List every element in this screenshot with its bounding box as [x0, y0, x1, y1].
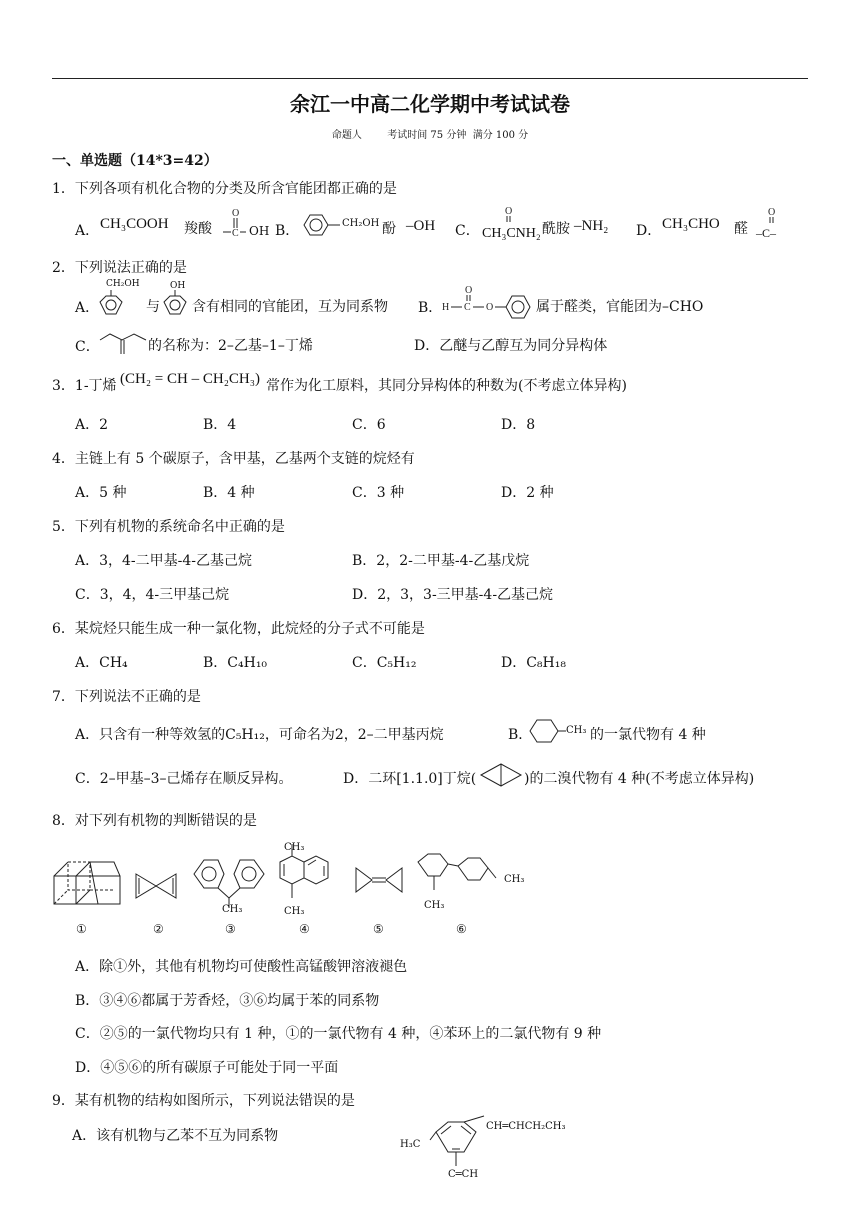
q1-a-formula: CH₃COOH	[100, 216, 169, 232]
q2-option-b-label: B．	[418, 300, 443, 316]
q5-option-d: D．2，3，3-三甲基-4-乙基己烷	[352, 587, 554, 603]
q9-structure-ring	[424, 1112, 494, 1172]
q1-stem: 1．下列各项有机化合物的分类及所含官能团都正确的是	[52, 181, 397, 197]
phenyl-formate-structure	[440, 283, 540, 323]
q9-stem: 9．某有机物的结构如图所示，下列说法错误的是	[52, 1093, 355, 1109]
q6-option-c: C．C₅H₁₂	[352, 655, 417, 671]
svg-text:O: O	[232, 208, 240, 219]
q7-option-a: A．只含有一种等效氢的C₅H₁₂，可命名为2，2–二甲基丙烷	[75, 727, 444, 743]
q1-option-d-label: D．	[636, 223, 662, 239]
benzyl-alcohol-structure	[296, 210, 346, 240]
q3-stem-b: 常作为化工原料，其同分异构体的种数为(不考虑立体异构)	[266, 378, 627, 394]
q6-option-b: B．C₄H₁₀	[203, 655, 268, 671]
q8-label-6: ⑥	[456, 922, 467, 936]
q3-option-d: D．8	[501, 417, 536, 433]
q1-option-a-label: A．	[75, 223, 100, 239]
q8-option-a: A．除①外，其他有机物均可使酸性高锰酸钾溶液褪色	[75, 959, 408, 975]
svg-text:O: O	[465, 285, 473, 296]
q8-stem: 8．对下列有机物的判断错误的是	[52, 813, 257, 829]
q6-option-d: D．C₈H₁₈	[501, 655, 566, 671]
q5-option-b: B．2，2-二甲基-4-乙基戊烷	[352, 553, 530, 569]
q1-b-group: –OH	[406, 218, 436, 234]
q6-option-a: A．CH₄	[75, 655, 128, 671]
q1-a-class: 羧酸	[184, 221, 212, 237]
q3-option-a: A．2	[75, 417, 109, 433]
carbonyl-o-diagram	[500, 204, 520, 222]
q3-option-b: B．4	[203, 417, 237, 433]
svg-text:O: O	[505, 206, 513, 217]
q4-option-c: C．3 种	[352, 485, 405, 501]
q4-option-b: B．4 种	[203, 485, 255, 501]
q2-stem: 2．下列说法正确的是	[52, 260, 187, 276]
q9-option-a: A．该有机物与乙苯不互为同系物	[72, 1128, 279, 1144]
q1-c-class: 酰胺	[542, 221, 570, 237]
q2-a-text: 含有相同的官能团，互为同系物	[192, 299, 388, 315]
q6-stem: 6．某烷烃只能生成一种一氯化物，此烷烃的分子式不可能是	[52, 621, 425, 637]
q7-option-d-b: )的二溴代物有 4 种(不考虑立体异构)	[524, 771, 755, 787]
q2-option-c-label: C．	[75, 339, 100, 355]
q7-b-sub: CH₃	[566, 725, 587, 736]
q9-sub2: H₃C	[400, 1139, 421, 1150]
q8-label-3: ③	[225, 922, 236, 936]
q8-ch3-c: CH₃	[284, 906, 305, 917]
q8-ch3-b: CH₃	[284, 842, 305, 853]
q1-d-formula: CH₃CHO	[662, 216, 720, 232]
q4-option-d: D．2 种	[501, 485, 554, 501]
q2-c-text: 的名称为：2–乙基–1–丁烯	[148, 338, 313, 354]
q7-option-b-label: B．	[508, 727, 533, 743]
q1-d-class: 醛	[734, 221, 748, 237]
q2-option-d: D．乙醚与乙醇互为同分异构体	[414, 338, 608, 354]
q2-b-text: 属于醛类，官能团为–CHO	[536, 299, 704, 315]
q7-stem: 7．下列说法不正确的是	[52, 689, 201, 705]
bicyclobutane-structure	[478, 762, 524, 788]
q8-option-d: D．④⑤⑥的所有碳原子可能处于同一平面	[75, 1060, 339, 1076]
q2-a-and: 与	[146, 299, 160, 315]
q8-label-2: ②	[153, 922, 164, 936]
q1-b-class: 酚	[382, 221, 396, 237]
q8-ch3-e: CH₃	[504, 874, 525, 885]
q8-label-4: ④	[299, 922, 310, 936]
svg-text:O: O	[486, 302, 494, 313]
q9-sub1: CH═CHCH₂CH₃	[486, 1121, 566, 1132]
q7-option-d-a: D．二环[1.1.0]丁烷(	[343, 771, 477, 787]
benzyl-alcohol-structure-2	[96, 290, 126, 326]
q8-option-c: C．②⑤的一氯代物均只有 1 种，①的一氯代物有 4 种，④苯环上的二氯代物有 9 种	[75, 1026, 602, 1042]
svg-text:C: C	[464, 302, 471, 313]
q3-option-c: C．6	[352, 417, 386, 433]
q1-a-group: OH	[249, 224, 270, 238]
top-rule	[52, 78, 808, 79]
q1-option-c-label: C．	[455, 223, 480, 239]
svg-text:C: C	[232, 228, 239, 239]
q5-option-c: C．3，4，4-三甲基己烷	[75, 587, 230, 603]
bicyclic-diene-structure-2	[132, 870, 184, 902]
q1-c-group: –NH₂	[574, 218, 609, 234]
q7-option-b-text: 的一氯代物有 4 种	[590, 727, 706, 743]
exam-meta: 命题人 考试时间 75 分钟 满分 100 分	[331, 130, 529, 141]
methylcyclohexane-structure	[528, 716, 568, 746]
q1-c-formula: CH₃CNH₂	[482, 226, 541, 241]
bicyclopropylidene-structure-5	[352, 864, 406, 896]
cubane-like-structure-1	[50, 858, 124, 910]
q8-ch3-a: CH₃	[222, 904, 243, 915]
q3-stem-a: 3．1-丁烯	[52, 378, 117, 394]
aldehyde-o-diagram	[766, 206, 786, 222]
q5-option-a: A．3，4-二甲基-4-乙基己烷	[75, 553, 253, 569]
q7-option-c: C．2–甲基–3–己烯存在顺反异构。	[75, 771, 293, 787]
2-ethyl-1-butene-structure	[98, 330, 150, 356]
q8-ch3-d: CH₃	[424, 900, 445, 911]
q2-a-sub1: CH₂OH	[106, 279, 140, 289]
q4-option-a: A．5 种	[75, 485, 127, 501]
svg-text:O: O	[768, 207, 776, 218]
q4-stem: 4．主链上有 5 个碳原子，含甲基，乙基两个支链的烷烃有	[52, 451, 415, 467]
q5-stem: 5．下列有机物的系统命名中正确的是	[52, 519, 285, 535]
q1-d-group: –C–	[756, 226, 777, 240]
q8-option-b: B．③④⑥都属于芳香烃，③⑥均属于苯的同系物	[75, 993, 380, 1009]
q8-label-1: ①	[76, 922, 87, 936]
q8-label-5: ⑤	[373, 922, 384, 936]
q2-option-a-label: A．	[75, 300, 100, 316]
svg-text:H: H	[442, 302, 450, 313]
page-title: 余江一中高二化学期中考试试卷	[290, 92, 570, 116]
section-heading: 一、单选题（14*3=42）	[52, 153, 218, 169]
phenol-structure	[160, 290, 190, 326]
q3-formula: (CH₂ = CH – CH₂CH₃)	[120, 371, 260, 387]
q1-b-sub: CH₂OH	[342, 218, 380, 229]
q9-sub3: C═CH	[448, 1169, 479, 1180]
q2-a-sub2: OH	[170, 281, 186, 291]
q1-option-b-label: B．	[275, 223, 300, 239]
